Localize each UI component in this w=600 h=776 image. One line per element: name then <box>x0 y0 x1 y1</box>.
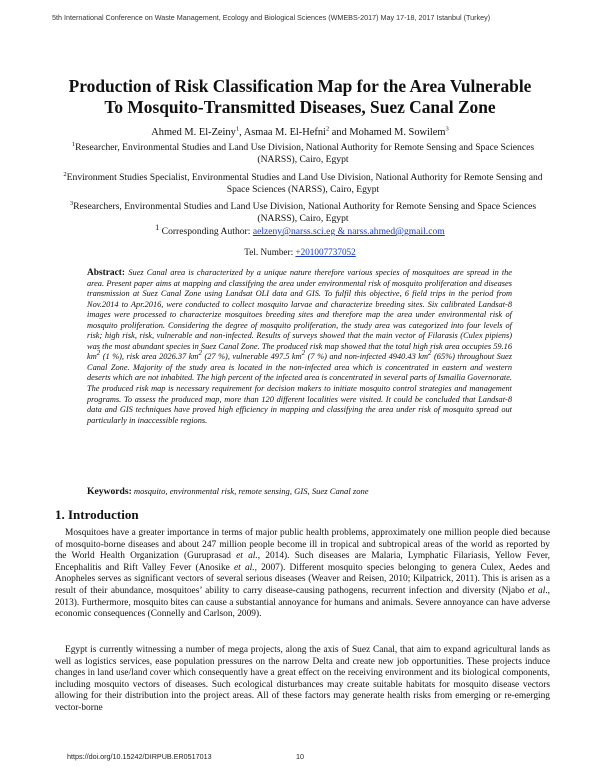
author-2: Asmaa M. El-Hefni <box>243 127 326 138</box>
title-line-1: Production of Risk Classification Map for the Area Vulnerable <box>68 76 532 96</box>
section-heading-introduction: 1. Introduction <box>55 507 139 522</box>
phone-link[interactable]: +201007737052 <box>295 247 356 257</box>
intro-paragraph-2: Egypt is currently witnessing a number of mega projects, along the axis of Suez Canal, that aim to expand agricultural lands as well as logistics services, ease population pressures on the narrow Delta and create new job opportunities. These projects induce changes in land use/land cover which consequently have a great effect on the receiving environment and its biological components, including mosquito vectors of diseases. Such ecological disturbances may create suitable habitats for mosquito disease vectors allowing for their distribution into the project areas. All of these factors may generate health risks from emerging or re-emerging vector-borne <box>55 645 550 713</box>
paper-title <box>40 76 560 118</box>
author-1: Ahmed M. El-Zeiny <box>151 127 236 138</box>
title-line-2: To Mosquito-Transmitted Diseases, Suez Canal Zone <box>104 97 496 117</box>
running-header: 5th International Conference on Waste Management, Ecology and Biological Sciences (WMEBS-2017) May 17-18, 2017 Istanbul (Turkey) <box>52 13 491 22</box>
abstract-label: Abstract <box>87 268 122 278</box>
intro-paragraph-1: Mosquitoes have a greater importance in terms of major public health problems, approximately one million people died because of mosquito-borne diseases and about 247 million people become ill in tropical and subtropical areas of the world as reported by the World Health Organization (Guruprasad et al., 2014). Such diseases are Malaria, Lymphatic Filariasis, Yellow Fever, Encephalitis and Rift Valley Fever (Anosike et al., 2007). Different mosquito species belonging to genera Culex, Aedes and Anopheles serves as significant vectors of several serious diseases (Weaver and Reisen, 2010; Kilpatrick, 2011). This is arisen as a result of their abundance, mosquitoes’ ability to carry disease-causing pathogens, recurrent infection and diversity (Njabo et al., 2013). Furthermore, mosquito bites can cause a substantial annoyance for humans and animals. Severe annoyance can have adverse economic consequences (Connelly and Carlson, 2009). <box>55 528 551 620</box>
keywords-label: Keywords: <box>87 486 132 497</box>
affiliation-2: $^2$Environment Studies Specialist, Environmental Studies and Land Use Division, National Authority for Remote Sensing and Space Sciences (NARSS), Cairo, Egypt <box>63 170 543 195</box>
page-number: 10 <box>296 752 304 761</box>
telephone: Tel. Number: +201007737052 <box>244 247 356 257</box>
affiliation-3: $^3$Researchers, Environmental Studies and Land Use Division, National Authority for Remote Sensing and Space Sciences (NARSS), Cairo, Egypt <box>69 199 537 224</box>
author-list: Ahmed M. El-Zeiny$^1$, Asmaa M. El-Hefni$^2$ and Mohamed M. Sowilem$^3$ <box>151 125 449 138</box>
abstract: Abstract: Suez Canal area is characterized by a unique nature therefore various species of mosquitoes are spread in the area. Present paper aims at mapping and classifying the area under environmental risk of mosquito proliferation and diseases transmission at Suez Canal Zone using Landsat OLI data and GIS. To fulfil this objective, 6 field trips in the period from Nov.2014 to Apr.2016, were conducted to collect mosquito larvae and characterize breeding sites. Six calibrated Landsat-8 images were processed to characterize mosquitoes breeding sites and therefore map the area under environmental risk of mosquito proliferation. Considering the degree of mosquito proliferation, the study area was categorized into four levels of risk; high risk, risk, vulnerable and non-infected. Results of surveys showed that the main vector of Filarasis (Culex pipiens) was the most abundant species in Suez Canal Zone. The produced risk map showed that the total high risk area occupies 59.16 $km^2$ (1 %), risk area 2026.37 $km^2$ (27 %), vulnerable 497.5 $km^2$ (7 %) and non-infected 4940.43 $km^2$ (65%) throughout Suez Canal Zone. Majority of the study area is located in the non-infected area which is concentrated in eastern and western deserts which are not inhabited. The high percent of the infected area is concentrated in several parts of Ismailia Governorate. The produced risk map is necessary requirement for decision makers to initiate mosquito control strategies and management programs. To assess the produced map, more than 120 different localities were visited. It could be concluded that Landsat-8 data and GIS techniques have proved high efficiency in mapping and classifying the area under risk of mosquito spread out particularly in inaccessible regions. <box>87 268 513 425</box>
affiliation-1: $^1$Researcher, Environmental Studies and Land Use Division, National Authority for Remote Sensing and Space Sciences (NARSS), Cairo, Egypt <box>71 140 535 165</box>
author-3: Mohamed M. Sowilem <box>349 127 446 138</box>
keywords: Keywords: mosquito, environmental risk, remote sensing, GIS, Suez Canal zone <box>87 486 369 497</box>
footer-doi: https://doi.org/10.15242/DIRPUB.ER0517013 <box>67 752 212 761</box>
corresponding-author: $^1$ Corresponding Author: aelzeny@narss.sci.eg & narss.ahmed@gmail.com <box>155 222 445 237</box>
email-link[interactable]: aelzeny@narss.sci.eg & narss.ahmed@gmail.com <box>252 226 445 237</box>
